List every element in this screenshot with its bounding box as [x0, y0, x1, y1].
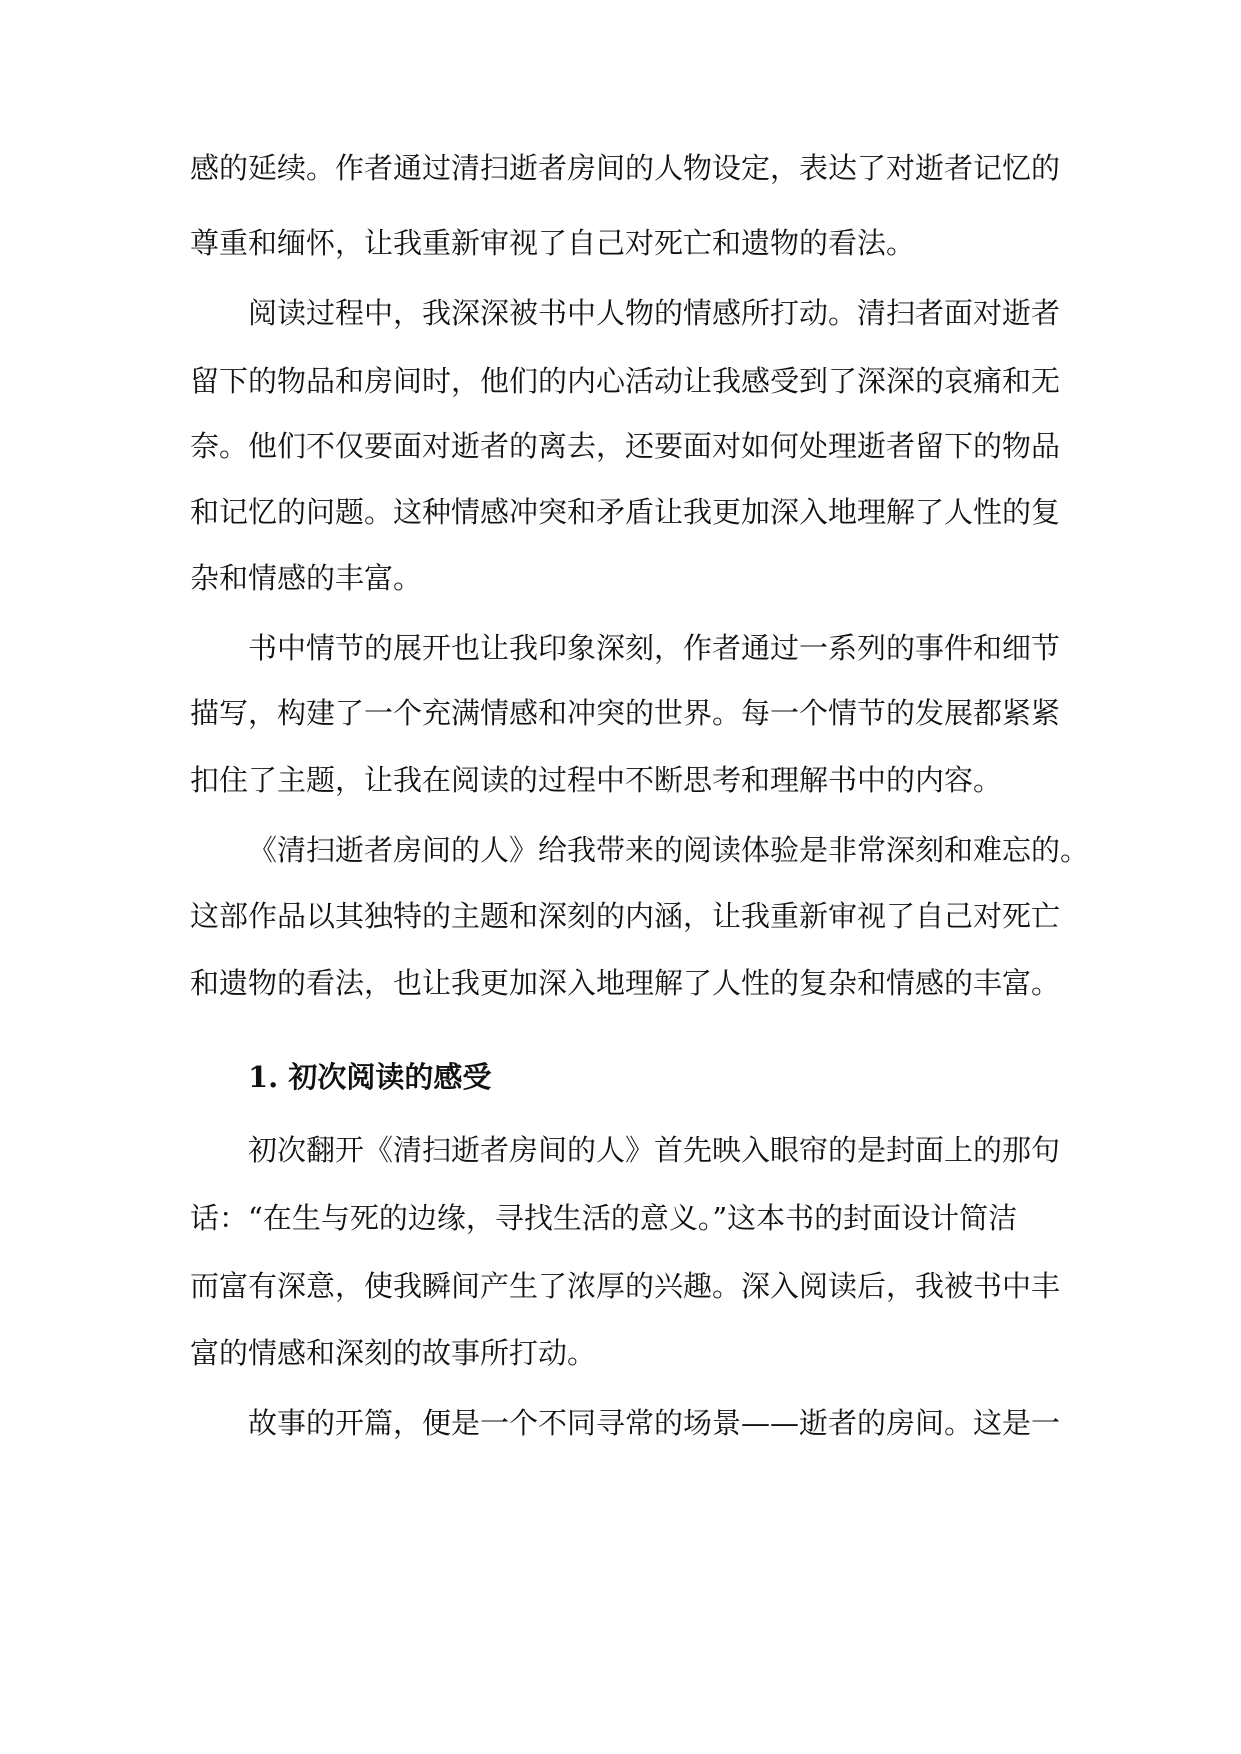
text-line: 和遗物的看法，也让我更加深入地理解了人性的复杂和情感的丰富。	[190, 966, 1061, 1000]
paragraph-start-line: 初次翻开《清扫逝者房间的人》首先映入眼帘的是封面上的那句	[248, 1133, 1061, 1167]
paragraph-start-line: 《清扫逝者房间的人》给我带来的阅读体验是非常深刻和难忘的。	[248, 833, 1090, 867]
text-line: 话：“在生与死的边缘，寻找生活的意义。”这本书的封面设计简洁	[190, 1201, 1018, 1235]
text-line: 奈。他们不仅要面对逝者的离去，还要面对如何处理逝者留下的物品	[190, 429, 1061, 463]
text-line: 感的延续。作者通过清扫逝者房间的人物设定，表达了对逝者记忆的	[190, 151, 1061, 185]
text-line: 杂和情感的丰富。	[190, 561, 423, 595]
text-line: 和记忆的问题。这种情感冲突和矛盾让我更加深入地理解了人性的复	[190, 495, 1061, 529]
paragraph-start-line: 阅读过程中，我深深被书中人物的情感所打动。清扫者面对逝者	[248, 296, 1061, 330]
paragraph-start-line: 书中情节的展开也让我印象深刻，作者通过一系列的事件和细节	[248, 631, 1061, 665]
section-heading: 1. 初次阅读的感受	[248, 1060, 492, 1094]
text-line: 尊重和缅怀，让我重新审视了自己对死亡和遗物的看法。	[190, 226, 916, 260]
text-line: 这部作品以其独特的主题和深刻的内涵，让我重新审视了自己对死亡	[190, 899, 1061, 933]
text-line: 富的情感和深刻的故事所打动。	[190, 1336, 597, 1370]
paragraph-start-line: 故事的开篇，便是一个不同寻常的场景——逝者的房间。这是一	[248, 1406, 1061, 1440]
text-line: 留下的物品和房间时，他们的内心活动让我感受到了深深的哀痛和无	[190, 364, 1061, 398]
text-line: 而富有深意，使我瞬间产生了浓厚的兴趣。深入阅读后，我被书中丰	[190, 1269, 1061, 1303]
text-line: 描写，构建了一个充满情感和冲突的世界。每一个情节的发展都紧紧	[190, 696, 1061, 730]
text-line: 扣住了主题，让我在阅读的过程中不断思考和理解书中的内容。	[190, 763, 1003, 797]
